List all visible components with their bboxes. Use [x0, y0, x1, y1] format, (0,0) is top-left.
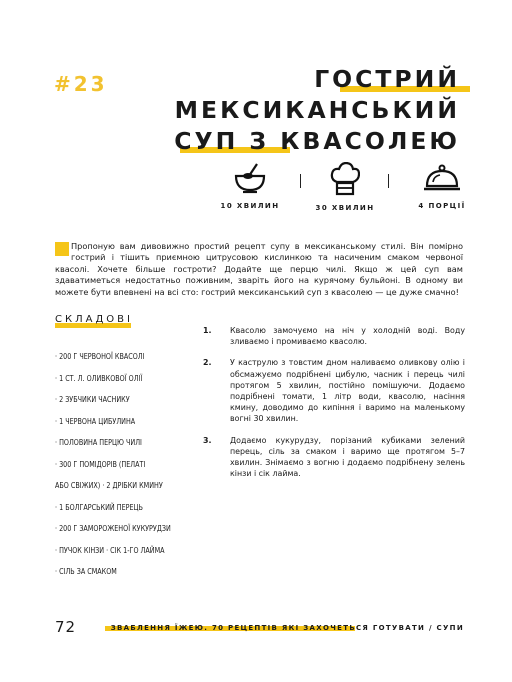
step-text: Додаємо кукурудзу, порізаний кубиками зелений перець, сіль за смаком і варимо ще протягом 5–7 хвилин. Знімаємо з вогню і додаємо подрібнену зелень кінзи і сік лайма. — [230, 435, 465, 479]
ingredient-item: · ПУЧОК КІНЗИ · СІК 1-ГО ЛАЙМА — [55, 544, 165, 555]
ingredient-item: · 1 СТ. Л. ОЛИВКОВОЇ ОЛІЇ — [55, 372, 143, 383]
meta-separator — [388, 174, 389, 188]
title-line-1: ГОСТРИЙ — [314, 65, 460, 93]
title-line-3: СУП З КВАСОЛЕЮ — [174, 127, 460, 155]
chef-hat-icon — [330, 162, 360, 196]
step-item — [203, 325, 465, 347]
cloche-icon — [422, 162, 462, 194]
cook-time-label: 30 ХВИЛИН — [315, 204, 375, 212]
step-item — [203, 357, 465, 424]
ingredient-item: · 1 ЧЕРВОНА ЦИБУЛИНА — [55, 415, 136, 426]
dropcap-highlight — [55, 242, 69, 256]
recipe-meta — [220, 162, 470, 222]
ingredients-heading: СКЛАДОВІ — [55, 314, 133, 325]
step-number: 2. — [203, 358, 212, 368]
cook-time — [305, 162, 385, 212]
prep-time — [210, 162, 290, 210]
step-number: 3. — [203, 435, 212, 445]
ingredients-list — [55, 346, 205, 583]
ingredient-item: · 300 Г ПОМІДОРІВ (ПЕЛАТІ — [55, 458, 146, 469]
meta-separator — [300, 174, 301, 188]
ingredient-item: АБО СВІЖИХ) · 2 ДРІБКИ КМИНУ — [55, 480, 163, 490]
steps-list — [203, 325, 465, 489]
mixing-bowl-icon — [233, 162, 267, 194]
portions — [402, 162, 482, 210]
step-text: У каструлю з товстим дном наливаємо оливкову олію і обсмажуємо подрібнені цибулю, часник і перець чилі протягом 5 хвилин, постійно помішуючи. Додаємо подрібнені томати, 1 літр води, квасолю, насіння кмину, доводимо до кипіння і варимо на маленькому вогні 30 хвилин. — [230, 358, 465, 424]
step-text: Квасолю замочуємо на ніч у холодній воді. Воду зливаємо і промиваємо квасолю. — [230, 326, 465, 347]
intro-text: ропоную вам дивовижно простий рецепт супу в мексиканському стилі. Він помірно гострий і тішить приємною цитрусовою кислинкою та насиченим смаком червоної квасолі. Хочете більше гостроти? Додайте ще перцю чилі. Якщо ж цей суп вам здаватиметься недостатньо поживним, зваріть його на курячому бульйоні. В одному ви можете бути впевнені на всі сто: гострий мексиканський суп з квасолею — це дуже смачно! — [55, 241, 463, 297]
title-line-2: МЕКСИКАНСЬКИЙ — [174, 96, 460, 124]
step-number: 1. — [203, 326, 212, 335]
ingredient-item: · 1 БОЛГАРСЬКИЙ ПЕРЕЦЬ — [55, 501, 143, 512]
portions-label: 4 ПОРЦІЇ — [418, 202, 466, 210]
step-item — [203, 435, 465, 480]
recipe-intro — [55, 241, 463, 298]
prep-time-label: 10 ХВИЛИН — [220, 202, 280, 210]
page-number: 72 — [55, 618, 77, 636]
running-title: ЗВАБЛЕННЯ ЇЖЕЮ. 70 РЕЦЕПТІВ ЯКІ ЗАХОЧЕТЬСЯ ГОТУВАТИ / СУПИ — [110, 624, 464, 632]
ingredient-item: · 200 Г ЗАМОРОЖЕНОЇ КУКУРУДЗИ — [55, 523, 171, 533]
ingredient-item: · 2 ЗУБЧИКИ ЧАСНИКУ — [55, 394, 130, 404]
ingredient-item: · 200 Г ЧЕРВОНОЇ КВАСОЛІ — [55, 351, 145, 361]
recipe-number: #23 — [54, 72, 108, 96]
recipe-title — [160, 64, 460, 157]
ingredient-item: · ПОЛОВИНА ПЕРЦЮ ЧИЛІ — [55, 437, 142, 447]
intro-dropcap: П — [71, 241, 78, 251]
ingredient-item: · СІЛЬ ЗА СМАКОМ — [55, 566, 117, 576]
